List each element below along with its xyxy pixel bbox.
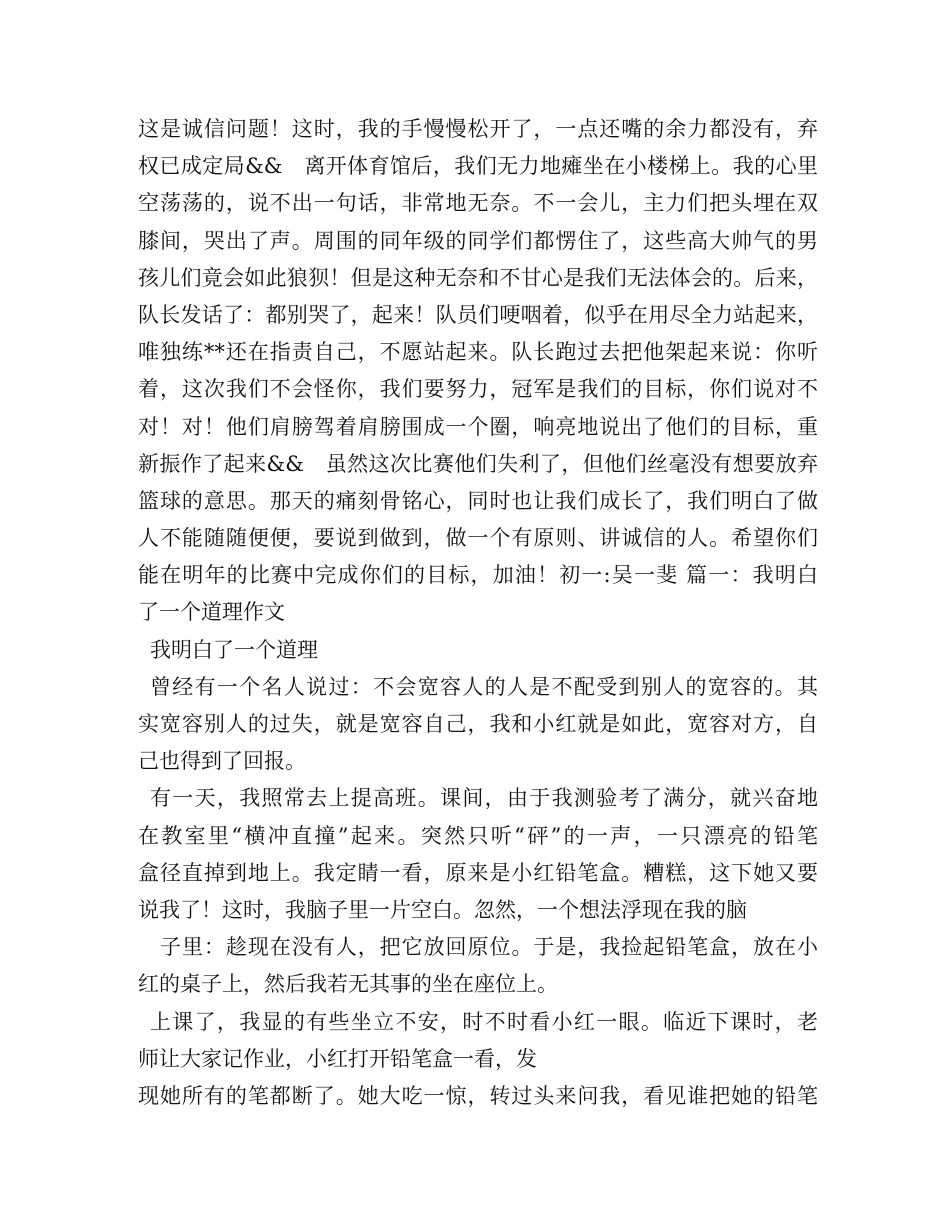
- text-line: 己也得到了回报。: [138, 749, 306, 774]
- text-line: 着，这次我们不会怪你，我们要努力，冠军是我们的目标，你们说对不: [138, 377, 818, 402]
- text-line: 实宽容别人的过失，就是宽容自己，我和小红就是如此，宽容对方，自: [138, 712, 818, 736]
- text-line: 能在明年的比赛中完成你们的目标，加油！初一:吴一斐 篇一：我明白: [138, 563, 818, 588]
- text-line: 对！对！他们肩膀驾着肩膀围成一个圈，响亮地说出了他们的目标，重: [138, 414, 818, 439]
- text-line: 红的桌子上，然后我若无其事的坐在座位上。: [138, 972, 558, 997]
- text-line: 了一个道理作文: [138, 600, 285, 625]
- document-body: [138, 111, 818, 1115]
- text-line: 子里：趁现在没有人，把它放回原位。于是，我捡起铅笔盒，放在小: [160, 935, 818, 960]
- text-line: 在教室里“横冲直撞”起来。突然只听“砰”的一声，一只漂亮的铅笔: [138, 823, 818, 848]
- text-line: 唯独练**还在指责自己，不愿站起来。队长跑过去把他架起来说：你听: [138, 340, 818, 365]
- text-line: 盒径直掉到地上。我定睛一看，原来是小红铅笔盒。糟糕，这下她又要: [138, 860, 818, 885]
- text-line: 有一天，我照常去上提高班。课间，由于我测验考了满分，就兴奋地: [150, 786, 818, 811]
- section-heading: 我明白了一个道理: [150, 637, 318, 662]
- text-line: 曾经有一个名人说过：不会宽容人的人是不配受到别人的宽容的。其: [150, 674, 818, 699]
- text-line: 现她所有的笔都断了。她大吃一惊，转过头来问我，看见谁把她的铅笔: [138, 1083, 818, 1108]
- text-line: 孩儿们竟会如此狼狈！但是这种无奈和不甘心是我们无法体会的。后来，: [138, 265, 818, 290]
- text-line: 人不能随随便便，要说到做到，做一个有原则、讲诚信的人。希望你们: [138, 526, 818, 551]
- text-line: 队长发话了：都别哭了，起来！队员们哽咽着，似乎在用尽全力站起来，: [138, 302, 818, 327]
- text-line: 说我了！这时，我脑子里一片空白。忽然，一个想法浮现在我的脑: [138, 897, 747, 922]
- text-line: 上课了，我显的有些坐立不安，时不时看小红一眼。临近下课时，老: [150, 1009, 818, 1034]
- text-line: 这是诚信问题！这时，我的手慢慢松开了，一点还嘴的余力都没有，弃: [138, 117, 818, 141]
- text-line: 权已成定局&& 离开体育馆后，我们无力地瘫坐在小楼梯上。我的心里: [138, 154, 818, 179]
- text-line: 膝间，哭出了声。周围的同年级的同学们都愣住了，这些高大帅气的男: [138, 228, 818, 253]
- text-line: 新振作了起来&& 虽然这次比赛他们失利了，但他们丝毫没有想要放弃: [138, 451, 818, 476]
- text-line: 空荡荡的，说不出一句话，非常地无奈。不一会儿，主力们把头埋在双: [138, 191, 818, 216]
- text-line: 篮球的意思。那天的痛刻骨铭心，同时也让我们成长了，我们明白了做: [138, 488, 818, 513]
- text-line: 师让大家记作业，小红打开铅笔盒一看，发: [138, 1046, 537, 1071]
